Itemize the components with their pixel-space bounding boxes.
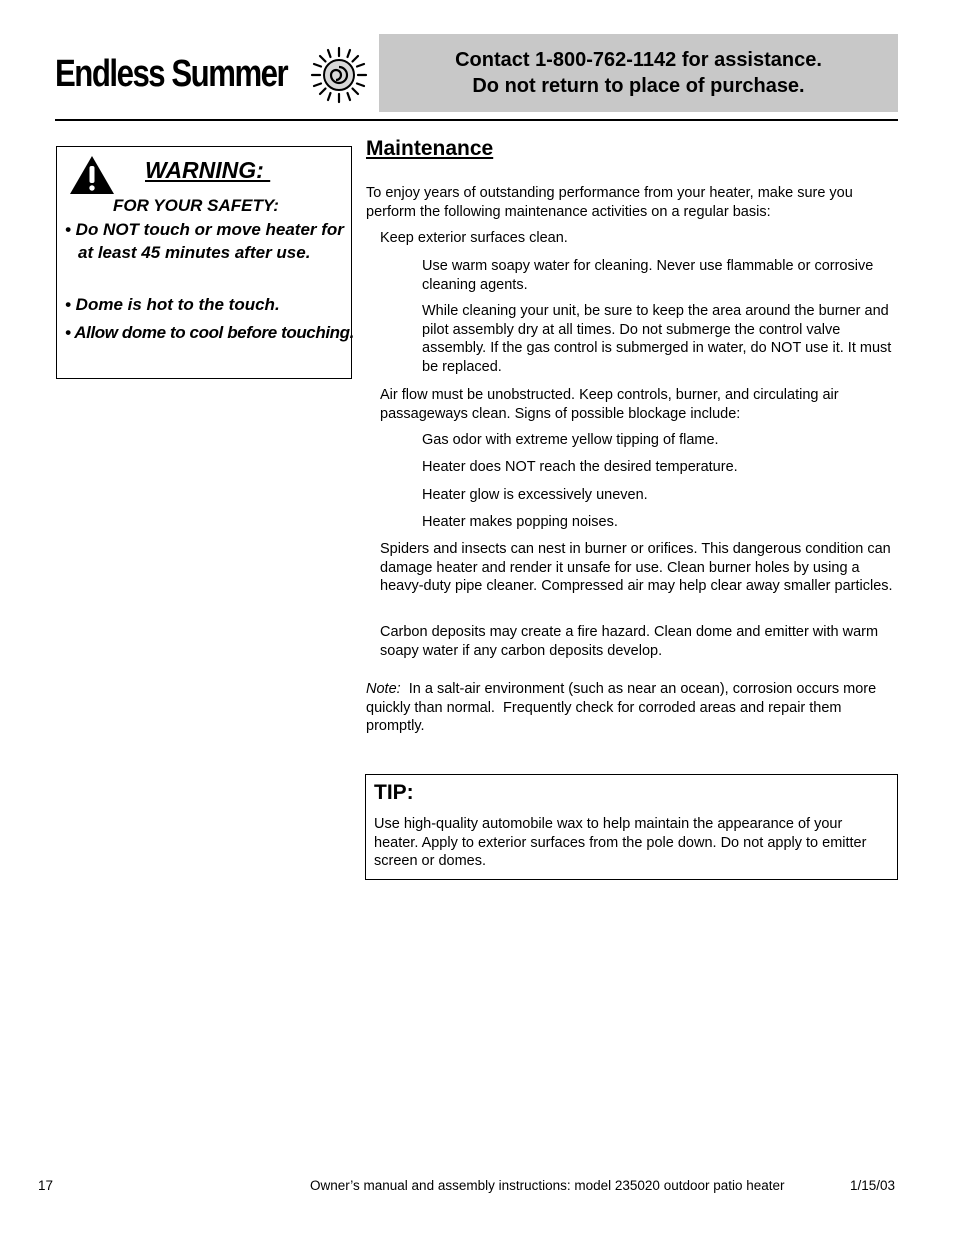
list-subitem: While cleaning your unit, be sure to keep the area around the burner and pilot assembly dry at all times. Do not submerge the control valve assembly. If the gas control is submerged in water, do NOT use it. It must be replaced. xyxy=(422,303,892,375)
contact-line-1: Contact 1-800-762-1142 for assistance. xyxy=(455,49,822,71)
tip-text: Use high-quality automobile wax to help maintain the appearance of your heater. Apply to exterior surfaces from the pole down. Do not apply to emitter screen or domes. xyxy=(374,816,867,869)
list-subitem: Heater does NOT reach the desired temperature. xyxy=(422,459,738,475)
list-subitem: Gas odor with extreme yellow tipping of flame. xyxy=(422,432,719,448)
warning-item: • Allow dome to cool before touching. xyxy=(65,323,354,342)
warning-item: • Do NOT touch or move heater for at least 45 minutes after use. xyxy=(65,220,344,262)
contact-banner xyxy=(379,34,898,112)
tip-box xyxy=(365,774,898,880)
list-item: Carbon deposits may create a fire hazard. Clean dome and emitter with warm soapy water if any carbon deposits develop. xyxy=(380,624,879,659)
page-number: 17 xyxy=(38,1178,54,1193)
warning-title: WARNING: xyxy=(145,157,271,183)
tip-title: TIP: xyxy=(374,781,414,804)
contact-line-2: Do not return to place of purchase. xyxy=(472,75,805,97)
list-subitem: Use warm soapy water for cleaning. Never use flammable or corrosive cleaning agents. xyxy=(422,258,874,293)
list-subitem: Heater makes popping noises. xyxy=(422,514,618,530)
brand-logo xyxy=(55,44,375,104)
warning-subtitle: FOR YOUR SAFETY: xyxy=(113,196,279,215)
sun-icon xyxy=(310,46,368,104)
warning-box xyxy=(56,146,352,379)
list-item: Spiders and insects can nest in burner or orifices. This dangerous condition can damage heater and render it unsafe for use. Clean burner holes by using a heavy-duty pipe cleaner. Compressed air may help clear away smaller particles. xyxy=(380,541,893,594)
section-title: Maintenance xyxy=(366,137,494,160)
note-label: Note: xyxy=(366,681,401,697)
warning-item: • Dome is hot to the touch. xyxy=(65,295,280,314)
note-text: In a salt-air environment (such as near an ocean), corrosion occurs more quickly than normal. Frequently check for corroded areas and repair them promptly. xyxy=(366,681,881,734)
list-item: Air flow must be unobstructed. Keep controls, burner, and circulating air passageways clean. Signs of possible blockage include: xyxy=(380,387,839,422)
footer-date: 1/15/03 xyxy=(850,1178,896,1193)
header-divider xyxy=(55,119,898,121)
warning-triangle-icon xyxy=(69,155,115,195)
list-subitem: Heater glow is excessively uneven. xyxy=(422,487,648,503)
logo-text: Endless Summer xyxy=(55,53,288,95)
footer-description: Owner’s manual and assembly instructions: model 235020 outdoor patio heater xyxy=(310,1178,785,1193)
intro-paragraph: To enjoy years of outstanding performance from your heater, make sure you perform the following maintenance activities on a regular basis: xyxy=(366,185,853,220)
note-paragraph xyxy=(366,680,898,736)
list-item: Keep exterior surfaces clean. xyxy=(380,230,568,246)
